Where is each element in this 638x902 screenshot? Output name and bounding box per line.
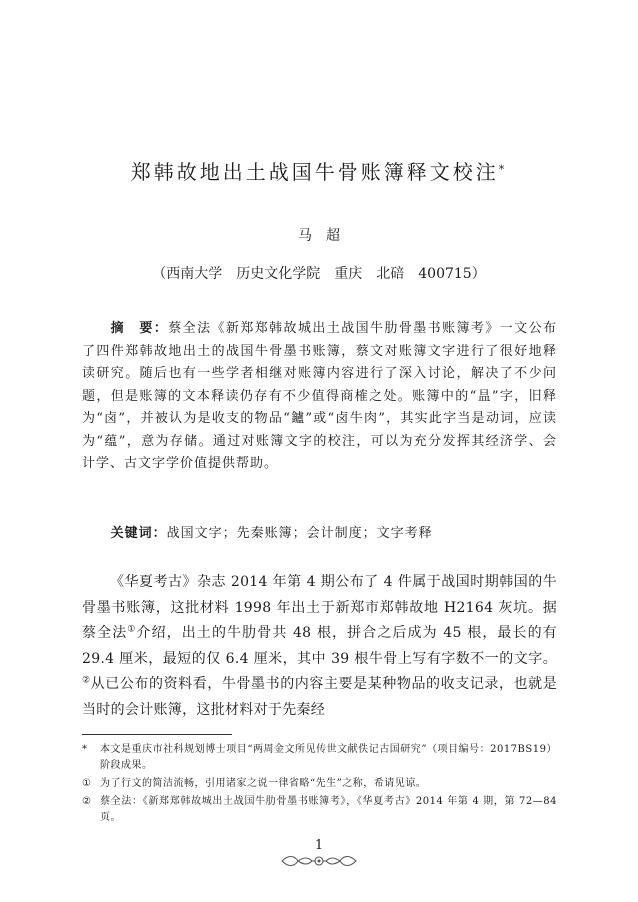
body-text-2: 介绍，出土的牛肋骨共 48 根，拼合之后成为 45 根，最长的有 29.4 厘米，最短的仅 6.4 厘米，其中 39 根牛骨上写有字数不一的文字。 <box>82 625 557 667</box>
body-text-3: 从已公布的资料看，牛骨墨书的内容主要是某种物品的收支记录，也就是当时的会计账簿，这批材料对于先秦经 <box>82 676 557 718</box>
keywords-label: 关键词： <box>110 526 167 541</box>
title-text: 郑韩故地出土战国牛骨账簿释文校注 <box>130 160 499 184</box>
footnote-mark: ② <box>82 796 92 807</box>
page-number: 1 <box>314 838 324 853</box>
abstract <box>82 318 557 476</box>
footnote-star <box>82 742 557 774</box>
footnote-mark: ① <box>82 778 92 789</box>
keywords <box>82 524 557 544</box>
footnote-text: 蔡全法：《新郑郑韩故城出土战国牛肋骨墨书账簿考》，《华夏考古》2014 年第 4 期，第 72—84 页。 <box>100 796 557 823</box>
author-name: 马 超 <box>298 228 340 244</box>
abstract-label: 摘 要： <box>110 321 169 336</box>
decorative-ornament-icon <box>280 854 358 868</box>
footnote-mark: * <box>82 744 88 755</box>
footnote-divider <box>82 734 232 735</box>
body-text-1: 《华夏考古》杂志 2014 年第 4 期公布了 4 件属于战国时期韩国的牛骨墨书账簿，这批材料 1998 年出土于新郑市郑韩故地 H2164 灰坑。据蔡全法 <box>82 574 557 641</box>
title-footnote-mark[interactable]: * <box>498 163 508 176</box>
footnote-ref-1[interactable]: ① <box>127 624 137 635</box>
abstract-text: 蔡全法《新郑郑韩故城出土战国牛肋骨墨书账簿考》一文公布了四件郑韩故地出土的战国牛骨墨书账簿，蔡文对账簿文字进行了很好地释读研究。随后也有一些学者相继对账簿内容进行了深入讨论，解决了不少问题，但是账簿的文本释读仍存有不少值得商榷之处。账簿中的“昷”字，旧释为“卤”，并被认为是收支的物品“鑪”或“卤牛肉”，其实此字当是动词，应读为“蕴”，意为存储。通过对账簿文字的校注，可以为充分发挥其经济学、会计学、古文字学价值提供帮助。 <box>82 321 557 471</box>
keywords-text: 战国文字；先秦账簿；会计制度；文字考释 <box>166 526 433 541</box>
author-affiliation: （西南大学 历史文化学院 重庆 北碚 400715） <box>152 266 486 282</box>
footnote-ref-2[interactable]: ② <box>82 675 91 686</box>
footnote-text: 为了行文的简洁流畅，引用诸家之说一律省略“先生”之称，希请见谅。 <box>100 778 427 789</box>
footnote-1 <box>82 776 557 792</box>
footnote-2 <box>82 794 557 826</box>
body-paragraph <box>82 570 557 723</box>
paper-title <box>0 160 638 184</box>
footnote-text: 本文是重庆市社科规划博士项目“两周金文所见传世文献佚记古国研究”（项目编号：2017BS19）阶段成果。 <box>100 744 557 771</box>
